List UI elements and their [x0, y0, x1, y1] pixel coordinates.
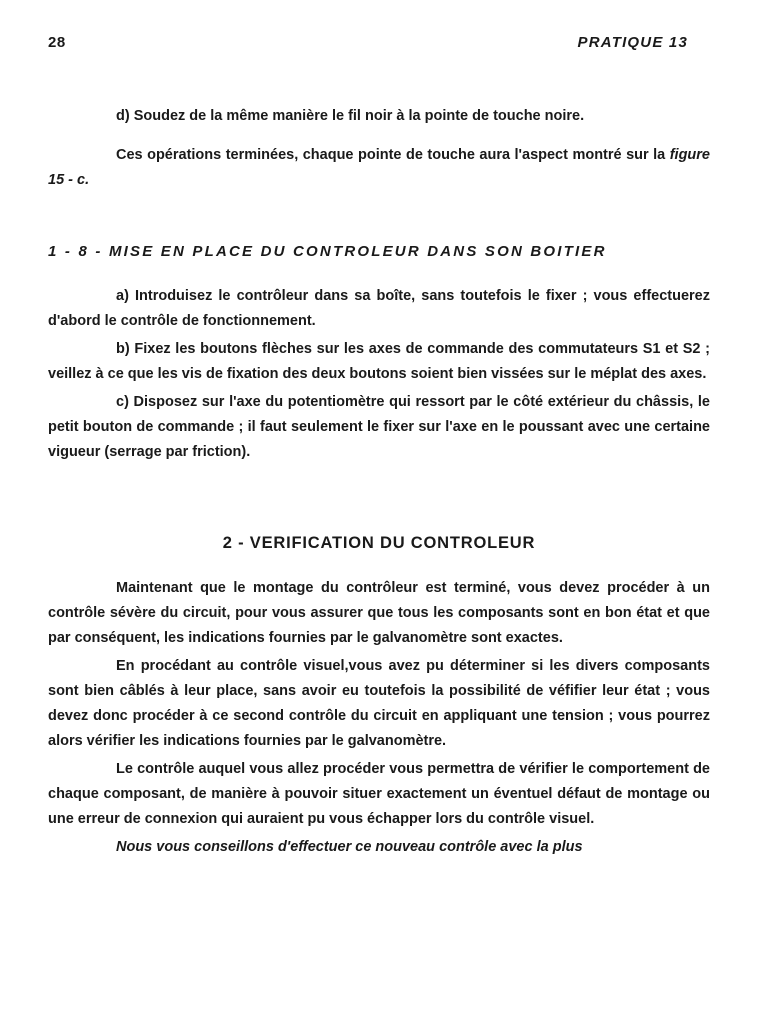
paragraph-1-8-a: a) Introduisez le contrôleur dans sa boîte, sans toutefois le fixer ; vous effectuerez d'abord le contrôle de fonctionnement. — [48, 288, 710, 329]
paragraph-2-3: Le contrôle auquel vous allez procéder vous permettra de vérifier le comportement de chaque composant, de manière à pouvoir situer exactement un éventuel défaut de montage ou une erreur de connexion qui auraient pu vous échapper lors du contrôle visuel. — [48, 761, 710, 827]
paragraph-operations — [48, 143, 710, 193]
paragraph-1-8-c: c) Disposez sur l'axe du potentiomètre qui ressort par le côté extérieur du châssis, le petit bouton de commande ; il faut seulement le fixer sur l'axe en le poussant avec une certaine vigueur (serrage par friction). — [48, 394, 710, 460]
page-number: 28 — [48, 34, 66, 51]
paragraph-2-2: En procédant au contrôle visuel,vous avez pu déterminer si les divers composants sont bien câblés à leur place, sans avoir eu toutefois la possibilité de véfifier leur état ; vous devez donc procéder à ce second contrôle du circuit en appliquant une tension ; vous pourrez alors vérifier les indications fournies par le galvanomètre. — [48, 658, 710, 749]
page-header — [48, 34, 688, 56]
paragraph-d: d) Soudez de la même manière le fil noir à la pointe de touche noire. — [116, 108, 585, 124]
section-heading-2: 2 - VERIFICATION DU CONTROLEUR — [222, 534, 536, 552]
section-heading-1-8: 1 - 8 - MISE EN PLACE DU CONTROLEUR DANS SON BOITIER — [48, 243, 607, 260]
paragraph-2-4: Nous vous conseillons d'effectuer ce nouveau contrôle avec la plus — [116, 839, 583, 855]
figure-reference: figure 15 - c. — [48, 147, 710, 188]
paragraph-operations-text: Ces opérations terminées, chaque pointe de touche aura l'aspect montré sur la — [116, 147, 670, 163]
paragraph-2-1: Maintenant que le montage du contrôleur est terminé, vous devez procéder à un contrôle sévère du circuit, pour vous assurer que tous les composants sont en bon état et que par conséquent, les indications fournies par le galvanomètre sont exactes. — [48, 580, 710, 646]
paragraph-1-8-b: b) Fixez les boutons flèches sur les axes de commande des commutateurs S1 et S2 ; veillez à ce que les vis de fixation des deux boutons soient bien vissées sur le méplat des axes. — [48, 341, 710, 382]
page-body — [48, 104, 710, 860]
running-head: PRATIQUE 13 — [577, 34, 688, 51]
